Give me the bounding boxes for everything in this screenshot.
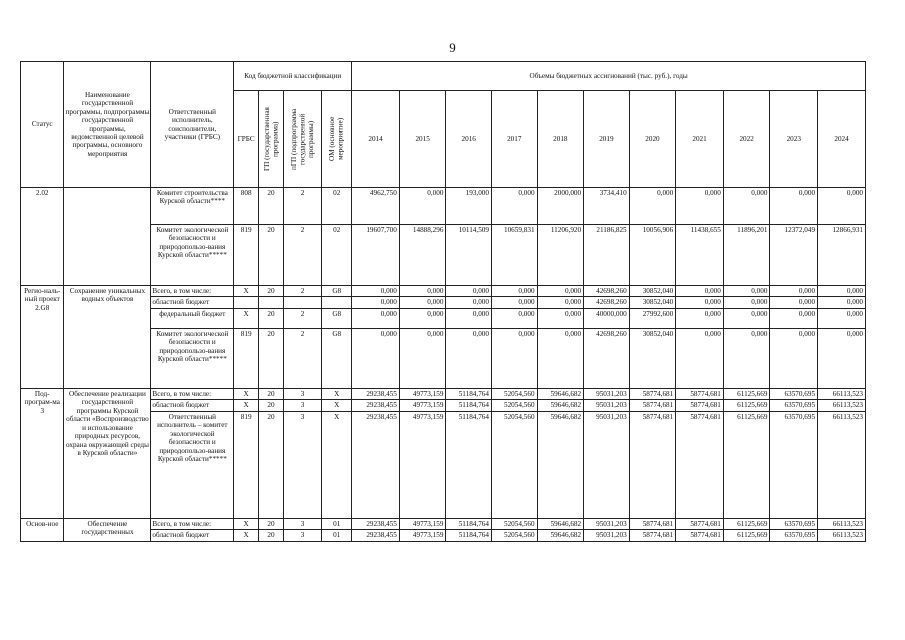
grbs-cell: X <box>234 400 259 411</box>
gp-cell: 20 <box>259 188 284 225</box>
value-cell: 0,000 <box>676 297 724 308</box>
value-cell: 21186,825 <box>584 225 630 286</box>
value-cell: 42698,260 <box>584 297 630 308</box>
value-cell: 95031,203 <box>584 388 630 399</box>
grbs-cell: X <box>234 530 259 541</box>
value-cell: 66113,523 <box>818 518 866 529</box>
table-row <box>21 518 866 529</box>
gp-cell: 20 <box>259 518 284 529</box>
name-cell: Обеспечение государственных <box>64 518 151 541</box>
value-cell: 95031,203 <box>584 530 630 541</box>
value-cell: 0,000 <box>676 286 724 297</box>
om-cell: X <box>322 388 352 399</box>
value-cell: 63570,695 <box>770 388 818 399</box>
header-pgp <box>283 91 321 188</box>
pgp-cell: 3 <box>283 388 321 399</box>
status-cell: Регио-наль-ный проект 2.G8 <box>21 286 64 389</box>
om-cell: 01 <box>322 518 352 529</box>
om-cell: G8 <box>322 308 352 328</box>
value-cell: 12372,049 <box>770 225 818 286</box>
value-cell: 4962,750 <box>352 188 400 225</box>
value-cell: 49773,159 <box>399 530 446 541</box>
value-cell: 0,000 <box>770 328 818 388</box>
value-cell: 0,000 <box>770 188 818 225</box>
value-cell: 10659,831 <box>491 225 537 286</box>
value-cell: 61125,669 <box>723 530 770 541</box>
value-cell: 0,000 <box>446 328 492 388</box>
value-cell: 66113,523 <box>818 400 866 411</box>
value-cell: 14888,296 <box>399 225 446 286</box>
value-cell: 52054,560 <box>491 411 537 518</box>
pgp-cell: 3 <box>283 518 321 529</box>
header-year: 2022 <box>723 91 770 188</box>
value-cell: 58774,681 <box>676 518 724 529</box>
value-cell: 66113,523 <box>818 388 866 399</box>
value-cell: 11206,920 <box>537 225 584 286</box>
header-om-text: ОМ (основное мероприятие) <box>328 116 345 162</box>
value-cell: 52054,560 <box>491 388 537 399</box>
value-cell: 58774,681 <box>676 530 724 541</box>
header-year: 2016 <box>446 91 492 188</box>
header-volumes: Объемы бюджетных ассигнований (тыс. руб.), годы <box>352 62 866 91</box>
executor-cell: Всего, в том числе: <box>151 388 234 399</box>
header-year: 2014 <box>352 91 400 188</box>
value-cell: 49773,159 <box>399 400 446 411</box>
header-year: 2020 <box>629 91 676 188</box>
name-cell <box>64 188 151 286</box>
value-cell: 0,000 <box>399 286 446 297</box>
value-cell: 0,000 <box>537 328 584 388</box>
value-cell: 58774,681 <box>629 518 676 529</box>
header-year: 2023 <box>770 91 818 188</box>
executor-cell: Ответственный исполнитель – комитет экологической безопасности и природопользо-вания Курской области***** <box>151 411 234 518</box>
gp-cell: 20 <box>259 225 284 286</box>
header-budget-code: Код бюджетной классификации <box>234 62 352 91</box>
grbs-cell: 808 <box>234 188 259 225</box>
value-cell: 58774,681 <box>629 530 676 541</box>
grbs-cell: X <box>234 308 259 328</box>
page-number: 9 <box>449 40 456 55</box>
value-cell: 58774,681 <box>629 388 676 399</box>
pgp-cell <box>283 297 321 308</box>
value-cell: 63570,695 <box>770 530 818 541</box>
header-executor: Ответственный исполнитель, соисполнители, участники (ГРБС) <box>151 62 234 188</box>
executor-cell: областной бюджет <box>151 297 234 308</box>
header-year: 2015 <box>399 91 446 188</box>
value-cell: 27992,600 <box>629 308 676 328</box>
value-cell: 59646,682 <box>537 530 584 541</box>
value-cell: 63570,695 <box>770 411 818 518</box>
om-cell: X <box>322 400 352 411</box>
value-cell: 51184,764 <box>446 411 492 518</box>
value-cell: 0,000 <box>399 328 446 388</box>
header-year: 2024 <box>818 91 866 188</box>
value-cell: 61125,669 <box>723 518 770 529</box>
grbs-cell: X <box>234 518 259 529</box>
value-cell: 0,000 <box>770 286 818 297</box>
header-year: 2018 <box>537 91 584 188</box>
value-cell: 0,000 <box>818 328 866 388</box>
grbs-cell <box>234 297 259 308</box>
value-cell: 0,000 <box>399 308 446 328</box>
value-cell: 95031,203 <box>584 400 630 411</box>
executor-cell: областной бюджет <box>151 530 234 541</box>
value-cell: 0,000 <box>446 297 492 308</box>
value-cell: 58774,681 <box>629 411 676 518</box>
value-cell: 61125,669 <box>723 400 770 411</box>
om-cell: G8 <box>322 286 352 297</box>
value-cell: 19607,700 <box>352 225 400 286</box>
value-cell: 0,000 <box>723 286 770 297</box>
value-cell: 49773,159 <box>399 388 446 399</box>
pgp-cell: 3 <box>283 400 321 411</box>
value-cell: 0,000 <box>399 188 446 225</box>
gp-cell: 20 <box>259 388 284 399</box>
value-cell: 58774,681 <box>676 400 724 411</box>
value-cell: 30852,040 <box>629 328 676 388</box>
header-gp-text: ГП (государственная программа) <box>262 107 279 171</box>
grbs-cell: 819 <box>234 225 259 286</box>
om-cell: X <box>322 411 352 518</box>
value-cell: 0,000 <box>491 328 537 388</box>
gp-cell <box>259 297 284 308</box>
gp-cell: 20 <box>259 328 284 388</box>
value-cell: 29238,455 <box>352 411 400 518</box>
value-cell: 40000,000 <box>584 308 630 328</box>
value-cell: 0,000 <box>770 297 818 308</box>
table-row <box>21 188 866 225</box>
value-cell: 0,000 <box>818 308 866 328</box>
pgp-cell: 2 <box>283 225 321 286</box>
grbs-cell: X <box>234 388 259 399</box>
pgp-cell: 2 <box>283 188 321 225</box>
value-cell: 29238,455 <box>352 518 400 529</box>
status-cell: 2.02 <box>21 188 64 286</box>
gp-cell: 20 <box>259 530 284 541</box>
value-cell: 0,000 <box>818 188 866 225</box>
value-cell: 0,000 <box>491 308 537 328</box>
value-cell: 51184,764 <box>446 518 492 529</box>
value-cell: 0,000 <box>491 286 537 297</box>
value-cell: 49773,159 <box>399 518 446 529</box>
value-cell: 63570,695 <box>770 518 818 529</box>
om-cell: G8 <box>322 328 352 388</box>
header-year: 2017 <box>491 91 537 188</box>
value-cell: 51184,764 <box>446 388 492 399</box>
header-grbs: ГРБС <box>234 91 259 188</box>
value-cell: 42698,260 <box>584 286 630 297</box>
value-cell: 66113,523 <box>818 530 866 541</box>
value-cell: 11438,655 <box>676 225 724 286</box>
value-cell: 0,000 <box>399 297 446 308</box>
value-cell: 0,000 <box>446 308 492 328</box>
executor-cell: Комитет строительства Курской области**** <box>151 188 234 225</box>
value-cell: 0,000 <box>352 328 400 388</box>
status-cell: Под-програм-ма 3 <box>21 388 64 518</box>
value-cell: 11896,201 <box>723 225 770 286</box>
value-cell: 0,000 <box>537 286 584 297</box>
table-row <box>21 388 866 399</box>
pgp-cell: 3 <box>283 530 321 541</box>
value-cell: 59646,682 <box>537 388 584 399</box>
name-cell: Обеспечение реализации государственной программы Курской области «Воспроизводство и использование природных ресурсов, охрана окружающей среды в Курской области» <box>64 388 151 518</box>
header-name: Наименование государственной программы, подпрограммы государственной программы, ведомственной целевой программы, основного мероприятия <box>64 62 151 188</box>
value-cell: 52054,560 <box>491 518 537 529</box>
om-cell <box>322 297 352 308</box>
pgp-cell: 2 <box>283 328 321 388</box>
value-cell: 59646,682 <box>537 400 584 411</box>
value-cell: 42698,260 <box>584 328 630 388</box>
value-cell: 0,000 <box>491 297 537 308</box>
value-cell: 0,000 <box>723 328 770 388</box>
value-cell: 51184,764 <box>446 530 492 541</box>
value-cell: 0,000 <box>537 308 584 328</box>
value-cell: 59646,682 <box>537 518 584 529</box>
value-cell: 0,000 <box>676 328 724 388</box>
gp-cell: 20 <box>259 411 284 518</box>
value-cell: 59646,682 <box>537 411 584 518</box>
om-cell: 02 <box>322 188 352 225</box>
pgp-cell: 3 <box>283 411 321 518</box>
value-cell: 63570,695 <box>770 400 818 411</box>
value-cell: 10114,509 <box>446 225 492 286</box>
value-cell: 51184,764 <box>446 400 492 411</box>
pgp-cell: 2 <box>283 286 321 297</box>
value-cell: 0,000 <box>676 308 724 328</box>
table-row <box>21 286 866 297</box>
executor-cell: Комитет экологической безопасности и природопользо-вания Курской области***** <box>151 225 234 286</box>
header-gp <box>259 91 284 188</box>
value-cell: 0,000 <box>446 286 492 297</box>
executor-cell: федеральный бюджет <box>151 308 234 328</box>
grbs-cell: 819 <box>234 328 259 388</box>
value-cell: 58774,681 <box>676 411 724 518</box>
grbs-cell: 819 <box>234 411 259 518</box>
value-cell: 52054,560 <box>491 530 537 541</box>
value-cell: 0,000 <box>352 286 400 297</box>
value-cell: 0,000 <box>818 297 866 308</box>
om-cell: 01 <box>322 530 352 541</box>
header-om <box>322 91 352 188</box>
value-cell: 0,000 <box>770 308 818 328</box>
executor-cell: областной бюджет <box>151 400 234 411</box>
budget-table <box>20 61 866 542</box>
header-pgp-text: пГП (подпрограмма государственной программы) <box>289 108 315 170</box>
name-cell: Сохранение уникальных водных объектов <box>64 286 151 389</box>
om-cell: 02 <box>322 225 352 286</box>
value-cell: 52054,560 <box>491 400 537 411</box>
executor-cell: Комитет экологической безопасности и природопользо-вания Курской области***** <box>151 328 234 388</box>
value-cell: 12866,931 <box>818 225 866 286</box>
value-cell: 29238,455 <box>352 400 400 411</box>
value-cell: 2000,000 <box>537 188 584 225</box>
header-year: 2019 <box>584 91 630 188</box>
value-cell: 30852,040 <box>629 286 676 297</box>
value-cell: 58774,681 <box>629 400 676 411</box>
value-cell: 0,000 <box>352 308 400 328</box>
value-cell: 10056,906 <box>629 225 676 286</box>
value-cell: 0,000 <box>676 188 724 225</box>
value-cell: 0,000 <box>629 188 676 225</box>
value-cell: 29238,455 <box>352 530 400 541</box>
value-cell: 0,000 <box>537 297 584 308</box>
value-cell: 0,000 <box>352 297 400 308</box>
value-cell: 61125,669 <box>723 388 770 399</box>
value-cell: 29238,455 <box>352 388 400 399</box>
value-cell: 3734,410 <box>584 188 630 225</box>
value-cell: 95031,203 <box>584 411 630 518</box>
gp-cell: 20 <box>259 308 284 328</box>
value-cell: 0,000 <box>723 188 770 225</box>
executor-cell: Всего, в том числе: <box>151 518 234 529</box>
pgp-cell: 2 <box>283 308 321 328</box>
header-year: 2021 <box>676 91 724 188</box>
value-cell: 95031,203 <box>584 518 630 529</box>
executor-cell: Всего, в том числе: <box>151 286 234 297</box>
value-cell: 61125,669 <box>723 411 770 518</box>
value-cell: 30852,040 <box>629 297 676 308</box>
value-cell: 66113,523 <box>818 411 866 518</box>
grbs-cell: X <box>234 286 259 297</box>
value-cell: 193,000 <box>446 188 492 225</box>
value-cell: 58774,681 <box>676 388 724 399</box>
gp-cell: 20 <box>259 286 284 297</box>
status-cell: Основ-ное <box>21 518 64 541</box>
gp-cell: 20 <box>259 400 284 411</box>
value-cell: 0,000 <box>818 286 866 297</box>
value-cell: 0,000 <box>491 188 537 225</box>
header-status: Статус <box>21 62 64 188</box>
value-cell: 0,000 <box>723 297 770 308</box>
value-cell: 0,000 <box>723 308 770 328</box>
value-cell: 49773,159 <box>399 411 446 518</box>
